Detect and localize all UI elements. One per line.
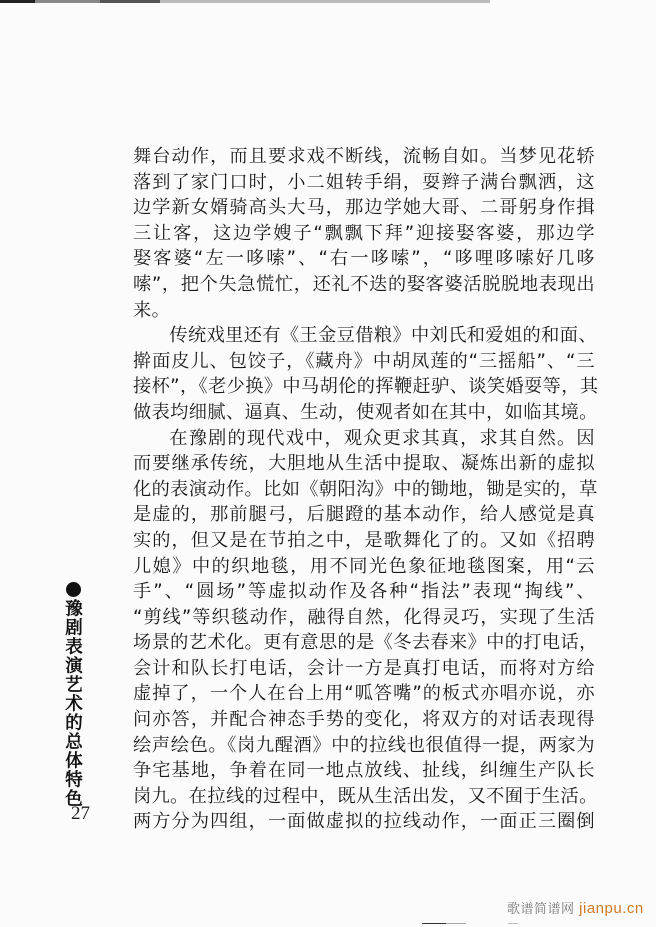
text-line: 两方分为四组，一面做虚拟的拉线动作，一面正三圈倒: [133, 811, 595, 833]
text-line: “剪线”等织毯动作，融得自然，化得灵巧，实现了生活: [133, 606, 595, 628]
text-line: 接杯”，《老少换》中马胡伦的挥鞭赶驴、谈笑婚耍等，其: [133, 376, 599, 398]
watermark-cn: 歌谱简谱网: [507, 902, 575, 917]
text-line: 落到了家门口时，小二姐转手绢，耍辫子满台飘洒，这: [133, 171, 595, 193]
text-line: 娶客婆“左一哆嗦”、“右一哆嗦”，“哆哩哆嗦好几哆: [133, 248, 595, 270]
text-line: 边学新女婿骑高头大马，那边学她大哥、二哥躬身作揖: [133, 197, 595, 219]
text-line: 场景的艺术化。更有意思的是《冬去春来》中的打电话，: [133, 632, 598, 654]
text-line: 绘声绘色。《岗九醒酒》中的拉线也很值得一提，两家为: [133, 734, 595, 756]
text-line: 是虚的，那前腿弓，后腿蹬的基本动作，给人感觉是真: [133, 504, 595, 526]
text-line: 来。: [133, 299, 171, 321]
text-line: 化的表演动作。比如《朝阳沟》中的锄地，锄是实的，草: [133, 478, 598, 500]
text-line: 问亦答，并配合神态手势的变化，将双方的对话表现得: [133, 709, 595, 731]
text-line: 岗九。在拉线的过程中，既从生活出发，又不囿于生活。: [133, 785, 598, 807]
chapter-title: 豫剧表演艺术的总体特色: [62, 599, 83, 808]
divider: [422, 923, 446, 924]
scan-top-edge: [0, 0, 490, 3]
text-line: 擀面皮儿、包饺子，《藏舟》中胡凤莲的“三摇船”、“三: [133, 350, 595, 372]
running-header: [62, 582, 84, 808]
text-line: 虚掉了，一个人在台上用“呱答嘴”的板式亦唱亦说，亦: [133, 683, 595, 705]
divider: [508, 923, 518, 924]
text-line: 实的，但又是在节拍之中，是歌舞化了的。又如《招聘: [133, 529, 595, 551]
page-number: 27: [71, 803, 90, 824]
text-line: 争宅基地，争着在同一地点放线、扯线，纠缠生产队长: [133, 760, 595, 782]
paragraph-2: [133, 323, 599, 425]
watermark: [507, 898, 644, 917]
text-line: 舞台动作，而且要求戏不断线，流畅自如。当梦见花轿: [133, 146, 595, 167]
text-line: 三让客，这边学嫂子“飘飘下拜”迎接娶客婆，那边学: [133, 222, 595, 244]
text-line: 嗦”，把个失急慌忙，还礼不迭的娶客婆活脱脱地表现出: [133, 273, 595, 295]
text-line: 而要继承传统，大胆地从生活中提取、凝炼出新的虚拟: [133, 453, 595, 475]
divider: [446, 923, 466, 924]
paragraph-3: [133, 426, 598, 836]
watermark-en: jianpu.cn: [579, 900, 644, 917]
text-line: 传统戏里还有《王金豆借粮》中刘氏和爱姐的和面、: [169, 325, 597, 347]
paragraph-1: [133, 144, 595, 323]
bullet-icon: [66, 582, 81, 597]
text-line: 会计和队长打电话，会计一方是真打电话，而将对方给: [133, 657, 595, 679]
text-line: 手”、“圆场”等虚拟动作及各种“指法”表现“掏线”、: [133, 581, 595, 603]
text-line: 儿媳》中的织地毯，用不同光色象征地毯图案，用“云: [133, 555, 595, 577]
text-line: 在豫剧的现代戏中，观众更求其真，求其自然。因: [169, 427, 595, 449]
text-line: 做表均细腻、逼真、生动，使观者如在其中，如临其境。: [133, 401, 598, 423]
body-text: [133, 144, 599, 835]
